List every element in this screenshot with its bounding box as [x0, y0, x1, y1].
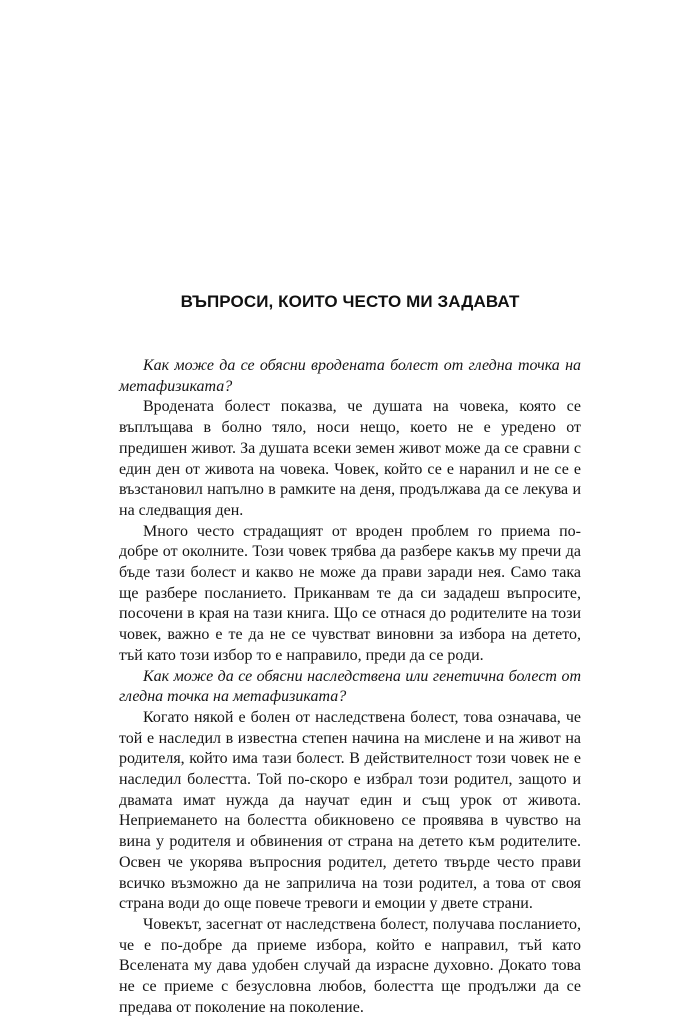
question-paragraph: Как може да се обясни вродената болест от гледна точка на метафизиката?: [119, 357, 581, 395]
answer-paragraph: Когато някой е болен от наследствена болест, това означава, че той е наследил в известна степен начина на мислене и на живот на родителя, който има тази болест. В действителност този човек не е наследил болестта. Той по-скоро е избрал този родител, защото и двамата имат нужда да научат един и същ урок от живота. Неприемането на болестта обикновено се проявява в чувство на вина у родителя и обвинения от страна на детето към родителите. Освен че укорява въпросния родител, детето твърде често прави всичко възможно да не заприлича на този родител, а това от своя страна води до още повече тревоги и емоции у двете страни.: [119, 708, 581, 913]
body-text: [119, 356, 581, 1019]
answer-paragraph: Вродената болест показва, че душата на човека, която се въплъщава в болно тяло, носи нещо, което не е уредено от предишен живот. За душата всеки земен живот може да се сравни с един ден от живота на човека. Човек, който се е наранил и не се е възстановил напълно в рамките на деня, продължава да се лекува и на следващия ден.: [119, 398, 581, 519]
question-paragraph: Как може да се обясни наследствена или генетична болест от гледна точка на метафизиката?: [119, 667, 581, 706]
answer-paragraph: Човекът, засегнат от наследствена болест, получава посланието, че е по-добре да приеме избора, който е направил, тъй като Вселената му дава удобен случай да израсне духовно. Докато това не се приеме с безусловна любов, болестта ще продължи да се предава от поколение на поколение.: [119, 915, 581, 1016]
chapter-heading: ВЪПРОСИ, КОИТО ЧЕСТО МИ ЗАДАВАТ: [180, 292, 520, 311]
answer-paragraph: Много често страдащият от вроден проблем го приема по-добре от околните. Този човек трябва да разбере какъв му пречи да бъде тази болест и какво не може да прави заради нея. Само така ще разбере посланието. Приканвам те да си зададеш въпросите, посочени в края на тази книга. Що се отнася до родителите на този човек, важно е те да не се чувстват виновни за избора на детето, тъй като този избор то е направило, преди да се роди.: [119, 522, 581, 664]
